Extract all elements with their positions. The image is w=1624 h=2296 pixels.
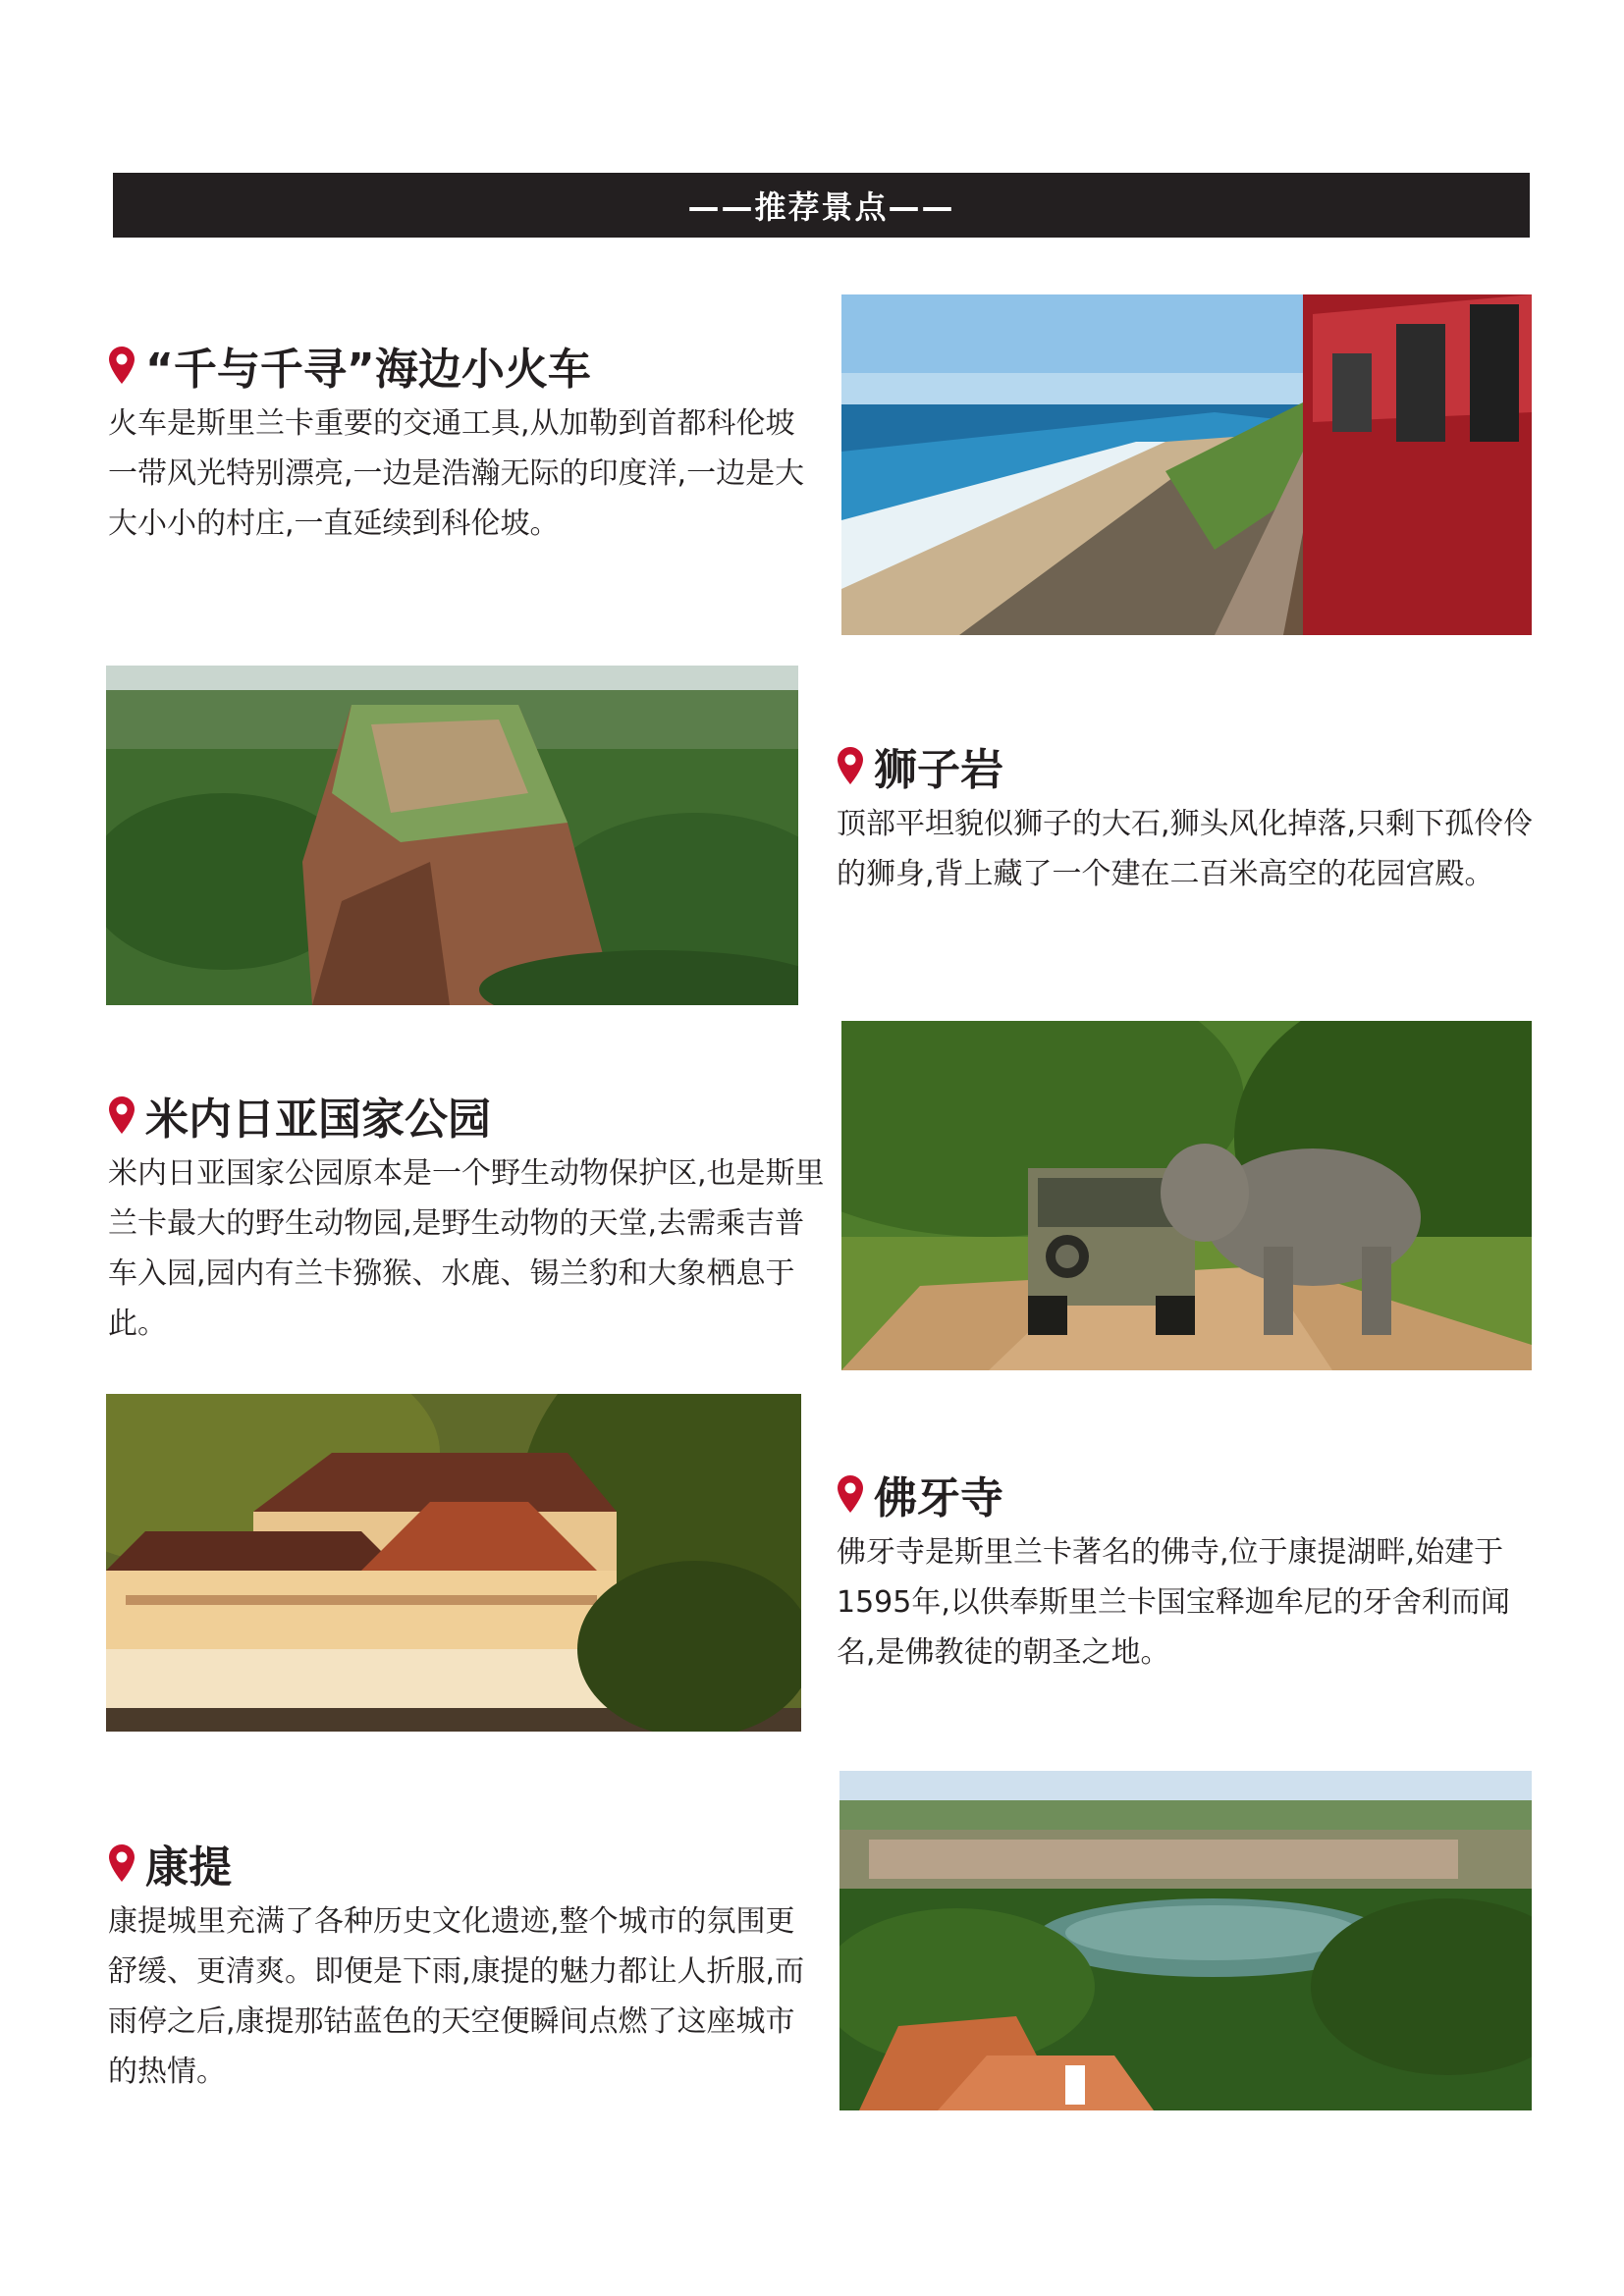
kandy-lake-photo	[839, 1771, 1532, 2110]
spot-minneriya	[108, 1086, 825, 1349]
location-pin-icon	[837, 746, 864, 785]
section-banner	[113, 173, 1530, 238]
spot-title: “千与千寻”海边小火车	[108, 336, 815, 395]
location-pin-icon	[108, 346, 135, 385]
lion-rock-photo	[106, 666, 798, 1005]
spot-description: 米内日亚国家公园原本是一个野生动物保护区,也是斯里兰卡最大的野生动物园,是野生动物的天堂,去需乘吉普车入园,园内有兰卡猕猴、水鹿、锡兰豹和大象栖息于此。	[108, 1156, 825, 1341]
spot-title: 佛牙寺	[837, 1465, 1543, 1523]
spot-description: 顶部平坦貌似狮子的大石,狮头风化掉落,只剩下孤伶伶的狮身,背上藏了一个建在二百米高空的花园宫殿。	[837, 807, 1534, 891]
spot-title: 米内日亚国家公园	[108, 1086, 825, 1145]
location-pin-icon	[108, 1843, 135, 1883]
location-pin-icon	[837, 1474, 864, 1514]
spot-lion-rock	[837, 736, 1543, 899]
spot-description: 佛牙寺是斯里兰卡著名的佛寺,位于康提湖畔,始建于1595年,以供奉斯里兰卡国宝释迦牟尼的牙舍利而闻名,是佛教徒的朝圣之地。	[837, 1535, 1510, 1670]
section-title: ——推荐景点——	[687, 188, 955, 226]
elephant-jeep-photo	[841, 1021, 1532, 1370]
spot-kandy	[108, 1834, 815, 2097]
spot-description: 康提城里充满了各种历史文化遗迹,整个城市的氛围更舒缓、更清爽。即便是下雨,康提的魅力都让人折服,而雨停之后,康提那钴蓝色的天空便瞬间点燃了这座城市的热情。	[108, 1904, 805, 2089]
spot-train	[108, 336, 815, 549]
spot-temple-of-tooth	[837, 1465, 1543, 1678]
spot-description: 火车是斯里兰卡重要的交通工具,从加勒到首都科伦坡一带风光特别漂亮,一边是浩瀚无际的印度洋,一边是大大小小的村庄,一直延续到科伦坡。	[108, 406, 805, 541]
spot-title: 狮子岩	[837, 736, 1543, 795]
temple-of-tooth-photo	[106, 1394, 801, 1732]
location-pin-icon	[108, 1095, 135, 1135]
spot-title: 康提	[108, 1834, 815, 1893]
train-coast-photo	[841, 294, 1532, 635]
